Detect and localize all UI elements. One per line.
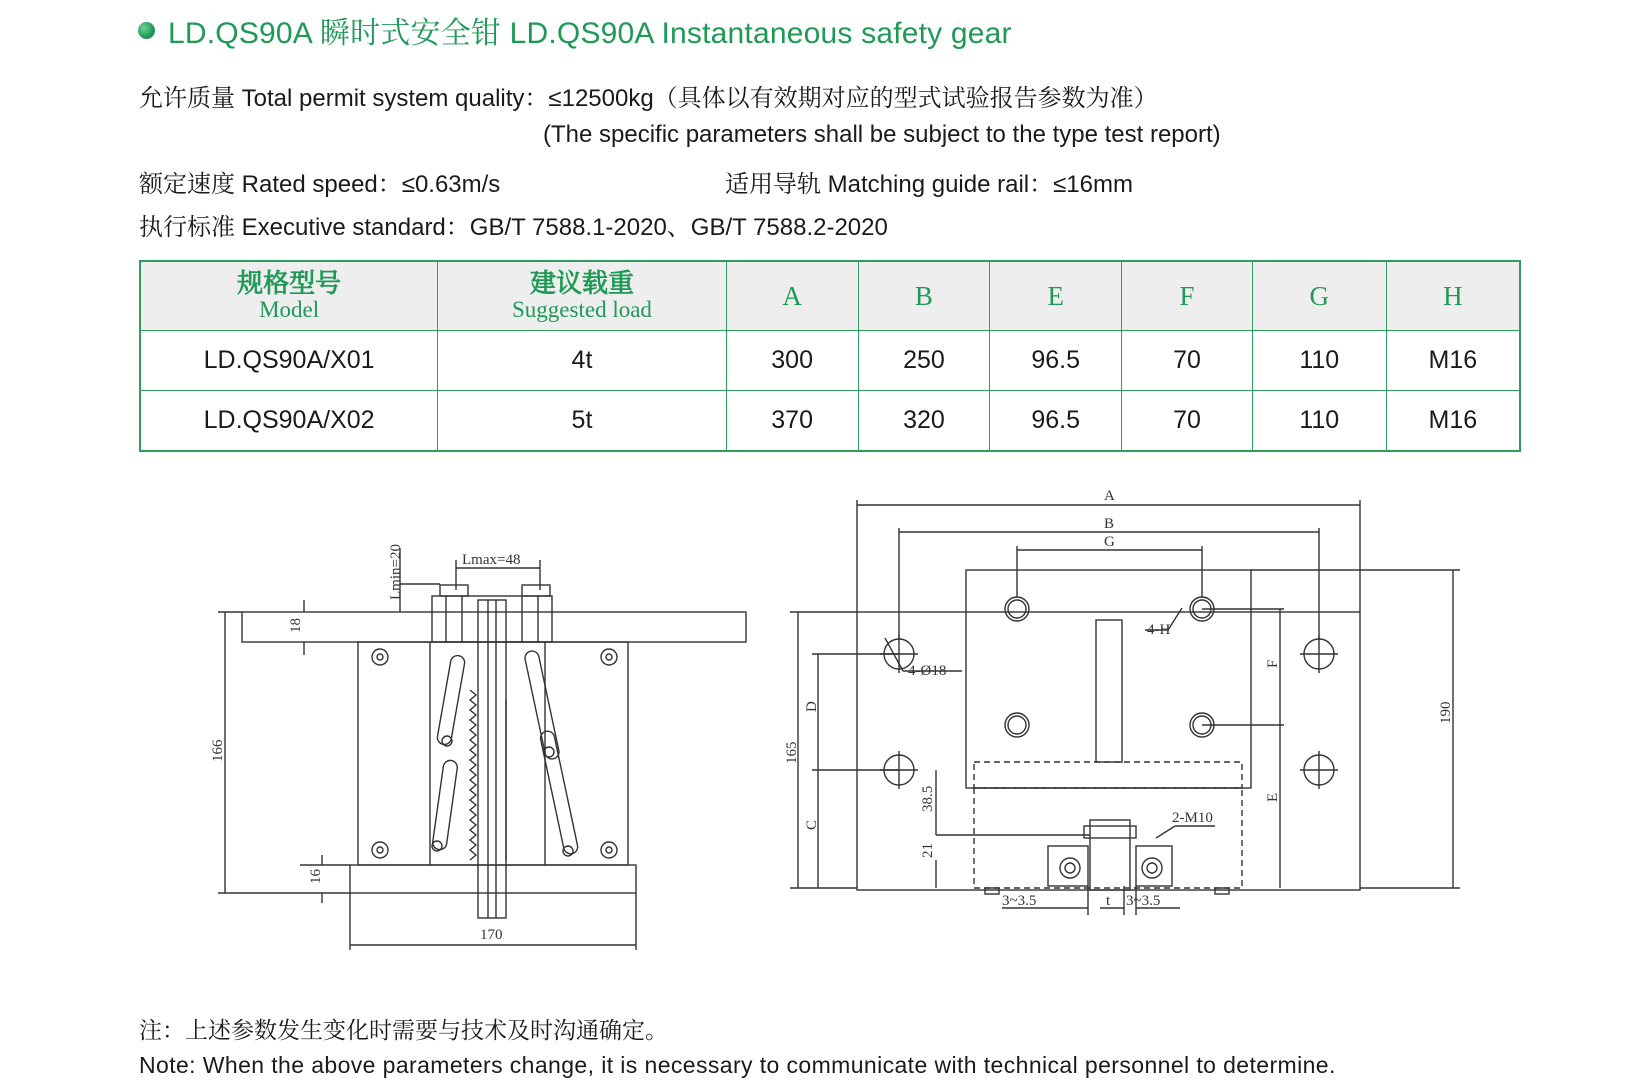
dim-c: C: [804, 819, 820, 830]
header-g: G: [1252, 261, 1386, 331]
spec-permit-quality: 允许质量 Total permit system quality：≤12500kg（具体以有效期对应的型式试验报告参数为准）: [139, 85, 1158, 112]
cell-a: 300: [726, 331, 858, 391]
spec-guide-rail: 适用导轨 Matching guide rail：≤16mm: [725, 171, 1133, 198]
cell-b: 250: [858, 331, 990, 391]
header-e: E: [990, 261, 1122, 331]
dim-165: 165: [784, 741, 800, 764]
header-a: A: [726, 261, 858, 331]
dim-lmin: Lmin=20: [388, 544, 404, 600]
header-model: 规格型号 Model: [140, 261, 438, 331]
dim-18: 18: [288, 618, 304, 633]
spec-standard: 执行标准 Executive standard：GB/T 7588.1-2020、GB/T 7588.2-2020: [139, 214, 888, 241]
front-view-drawing: [218, 548, 746, 950]
cell-f: 70: [1122, 331, 1253, 391]
dim-190: 190: [1438, 701, 1454, 724]
header-f: F: [1122, 261, 1253, 331]
cell-a: 370: [726, 391, 858, 452]
cell-load: 5t: [438, 391, 727, 452]
cell-f: 70: [1122, 391, 1253, 452]
dim-d: D: [804, 701, 820, 712]
cell-e: 96.5: [990, 331, 1122, 391]
header-h: H: [1386, 261, 1520, 331]
page-title: LD.QS90A 瞬时式安全钳 LD.QS90A Instantaneous safety gear: [168, 17, 1012, 50]
dim-e: E: [1265, 792, 1281, 802]
header-suggested-load: 建议载重 Suggested load: [438, 261, 727, 331]
cell-h: M16: [1386, 331, 1520, 391]
spec-permit-note: (The specific parameters shall be subject to the type test report): [543, 121, 1221, 148]
cell-e: 96.5: [990, 391, 1122, 452]
cell-g: 110: [1252, 391, 1386, 452]
spec-rated-speed: 额定速度 Rated speed：≤0.63m/s: [139, 171, 501, 198]
note-chinese: 注：上述参数发生变化时需要与技术及时沟通确定。: [139, 1017, 668, 1043]
dim-lmax: Lmax=48: [462, 552, 521, 568]
dim-tol-left: 3~3.5: [1002, 893, 1037, 909]
dim-t: t: [1106, 893, 1111, 909]
side-view-drawing: [790, 500, 1460, 915]
dim-g: G: [1104, 534, 1115, 550]
header-b: B: [858, 261, 990, 331]
dim-tol-right: 3~3.5: [1126, 893, 1161, 909]
cell-model: LD.QS90A/X02: [140, 391, 438, 452]
dim-21: 21: [920, 843, 936, 858]
dim-f: F: [1265, 659, 1281, 668]
dim-a: A: [1104, 488, 1115, 504]
dim-38-5: 38.5: [920, 785, 936, 812]
dim-166: 166: [210, 739, 226, 762]
dim-170: 170: [480, 927, 503, 943]
note-english: Note: When the above parameters change, it is necessary to communicate with technical personnel to determine.: [139, 1052, 1336, 1078]
cell-load: 4t: [438, 331, 727, 391]
dim-b: B: [1104, 516, 1115, 532]
cell-g: 110: [1252, 331, 1386, 391]
dim-4h: 4-H: [1147, 622, 1171, 638]
cell-b: 320: [858, 391, 990, 452]
cell-h: M16: [1386, 391, 1520, 452]
dim-16: 16: [308, 869, 324, 884]
cell-model: LD.QS90A/X01: [140, 331, 438, 391]
dim-m10: 2-M10: [1172, 810, 1213, 826]
dim-phi18: 4-Ø18: [908, 663, 947, 679]
